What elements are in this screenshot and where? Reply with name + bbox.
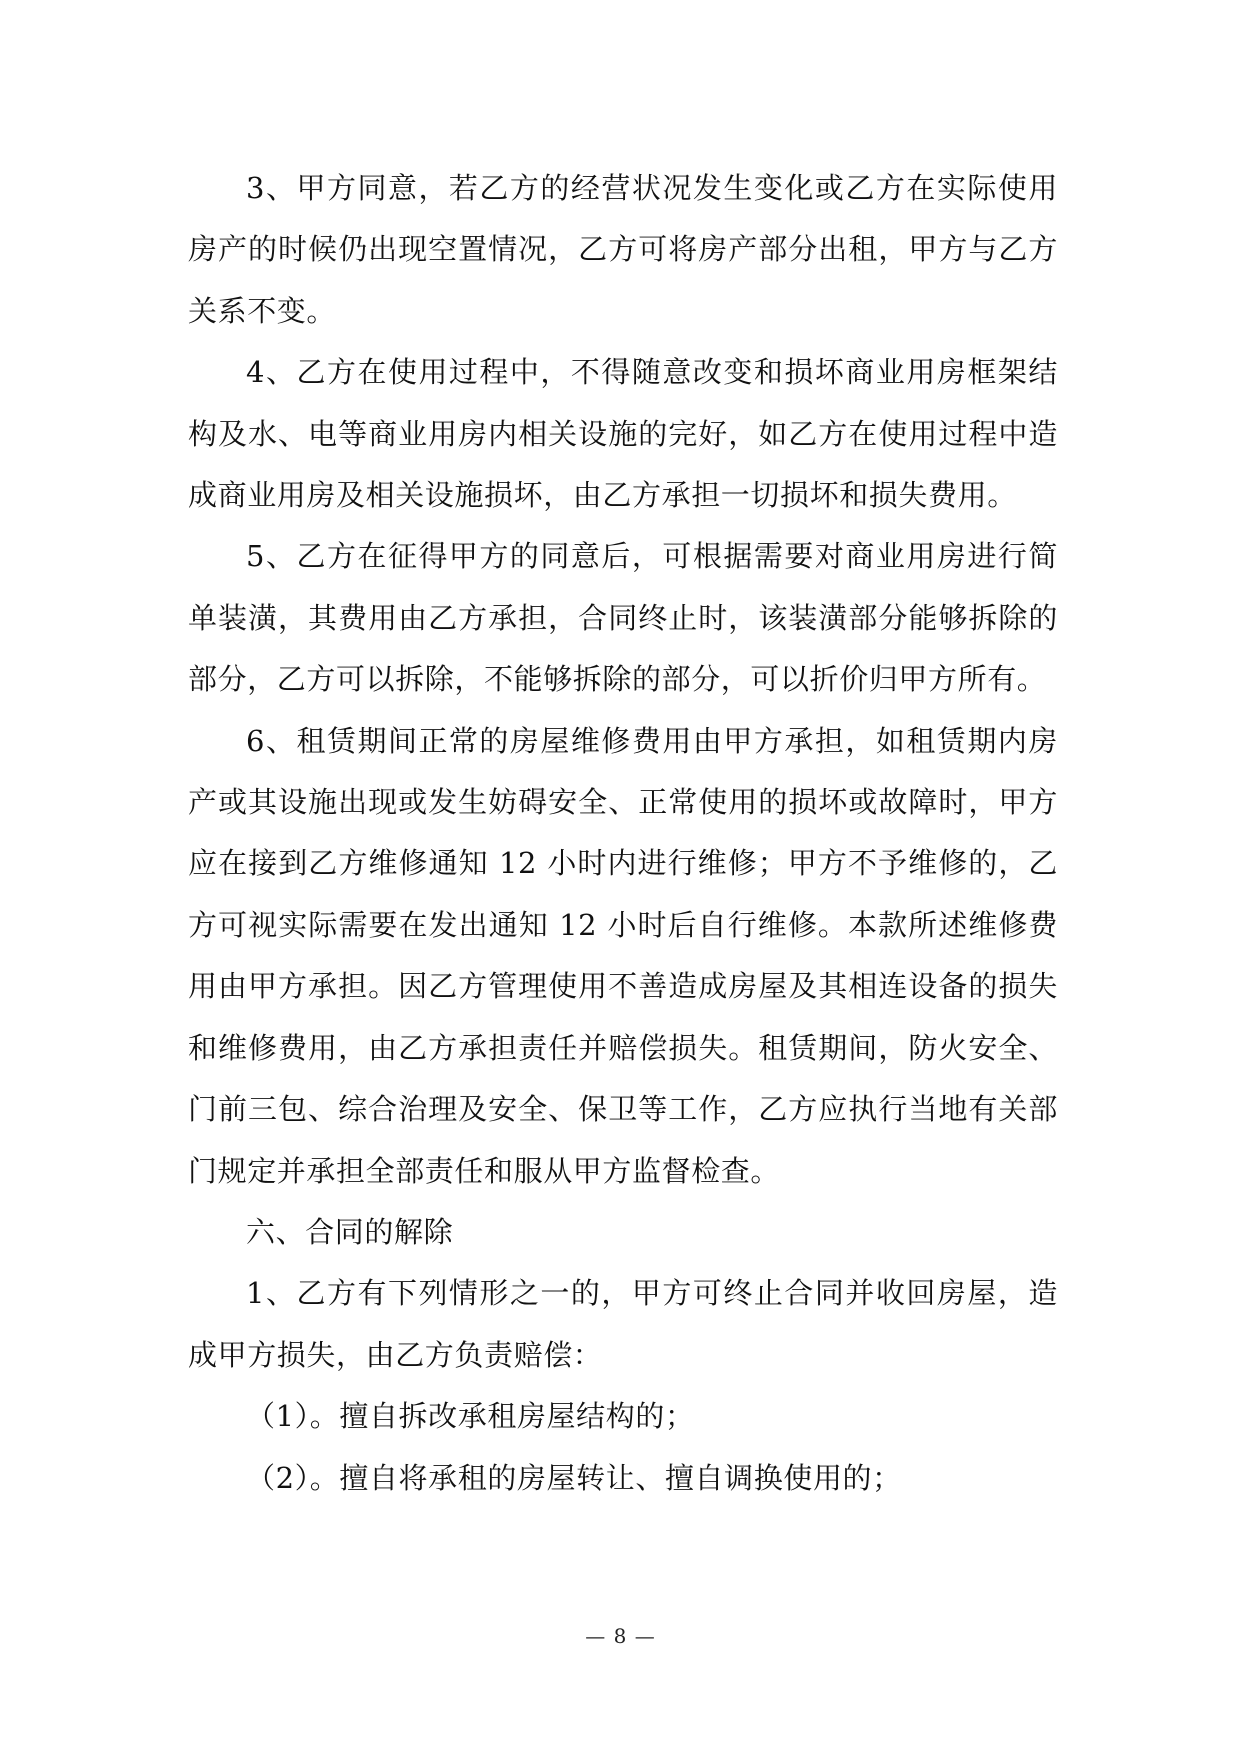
clause-6-paragraph: 6、租赁期间正常的房屋维修费用由甲方承担，如租赁期内房产或其设施出现或发生妨碍安全、正常使用的损坏或故障时，甲方应在接到乙方维修通知 12 小时内进行维修；甲方不予维修的，乙方可视实际需要在发出通知 12 小时后自行维修。本款所述维修费用由甲方承担。因乙方管理使用不善造成房屋及其相连设备的损失和维修费用，由乙方承担责任并赔偿损失。租赁期间，防火安全、门前三包、综合治理及安全、保卫等工作，乙方应执行当地有关部门规定并承担全部责任和服从甲方监督检查。 — [188, 723, 1058, 1188]
section-heading: 六、合同的解除 — [246, 1214, 454, 1249]
document-body — [188, 158, 1058, 1509]
clause-3-paragraph: 3、甲方同意，若乙方的经营状况发生变化或乙方在实际使用房产的时候仍出现空置情况，乙方可将房产部分出租，甲方与乙方关系不变。 — [188, 171, 1058, 328]
clause-4-paragraph: 4、乙方在使用过程中，不得随意改变和损坏商业用房框架结构及水、电等商业用房内相关设施的完好，如乙方在使用过程中造成商业用房及相关设施损坏，由乙方承担一切损坏和损失费用。 — [188, 355, 1058, 513]
termination-item-2: （2）。擅自将承租的房屋转让、擅自调换使用的； — [246, 1460, 902, 1495]
termination-clause-1-paragraph: 1、乙方有下列情形之一的，甲方可终止合同并收回房屋，造成甲方损失，由乙方负责赔偿： — [188, 1276, 1058, 1372]
page-number: — 8 — — [585, 1624, 656, 1648]
clause-5-paragraph: 5、乙方在征得甲方的同意后，可根据需要对商业用房进行简单装潢，其费用由乙方承担，合同终止时，该装潢部分能够拆除的部分，乙方可以拆除，不能够拆除的部分，可以折价归甲方所有。 — [188, 539, 1058, 697]
termination-item-1: （1）。擅自拆改承租房屋结构的； — [246, 1399, 695, 1434]
